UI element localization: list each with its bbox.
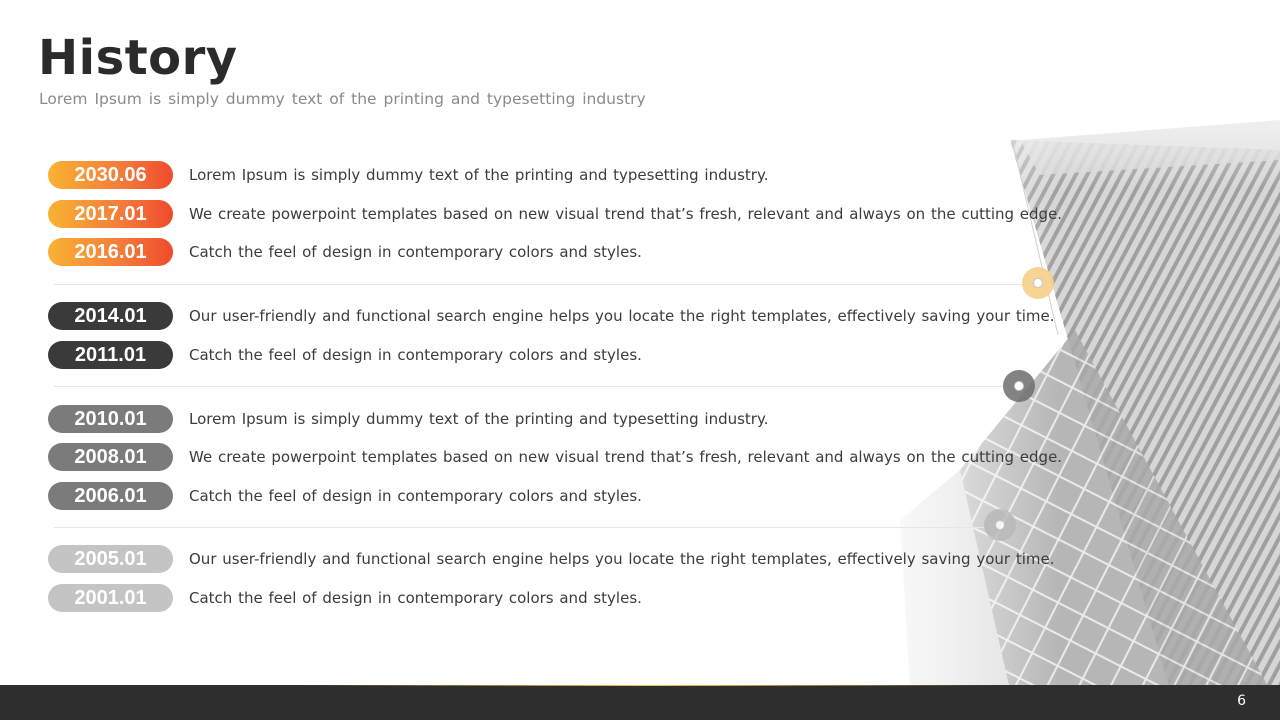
year-badge: 2017.01 [48, 200, 173, 228]
timeline-text: We create powerpoint templates based on new visual trend that’s fresh, relevant and always on the cutting edge. [189, 205, 1063, 223]
timeline-text: Lorem Ipsum is simply dummy text of the printing and typesetting industry. [189, 410, 769, 428]
year-badge: 2011.01 [48, 341, 173, 369]
year-badge: 2001.01 [48, 584, 173, 612]
timeline-text: Our user-friendly and functional search engine helps you locate the right templates, effectively saving your time. [189, 550, 1055, 568]
timeline-text: Catch the feel of design in contemporary colors and styles. [189, 589, 642, 607]
footer-bar [0, 685, 1280, 720]
group-divider [54, 386, 1004, 387]
timeline-row [48, 199, 1062, 229]
timeline-marker-light [984, 509, 1016, 541]
marker-dot [1014, 381, 1024, 391]
year-badge: 2010.01 [48, 405, 173, 433]
year-badge: 2016.01 [48, 238, 173, 266]
timeline-marker-dark [1003, 370, 1035, 402]
year-badge: 2014.01 [48, 302, 173, 330]
timeline-row [48, 237, 642, 267]
page-number: 6 [1237, 693, 1246, 709]
year-badge: 2030.06 [48, 161, 173, 189]
marker-dot [995, 520, 1005, 530]
timeline-text: Catch the feel of design in contemporary colors and styles. [189, 243, 642, 261]
marker-dot [1033, 278, 1043, 288]
timeline-text: Lorem Ipsum is simply dummy text of the printing and typesetting industry. [189, 166, 769, 184]
group-divider [54, 284, 1024, 285]
footer-accent-line [300, 685, 1000, 686]
timeline-row [48, 301, 1054, 331]
year-badge: 2005.01 [48, 545, 173, 573]
timeline-text: We create powerpoint templates based on new visual trend that’s fresh, relevant and always on the cutting edge. [189, 448, 1063, 466]
slide-title: History [38, 30, 238, 86]
timeline-text: Catch the feel of design in contemporary colors and styles. [189, 487, 642, 505]
timeline-text: Our user-friendly and functional search engine helps you locate the right templates, effectively saving your time. [189, 307, 1055, 325]
timeline-row [48, 583, 642, 613]
year-badge: 2006.01 [48, 482, 173, 510]
timeline-row [48, 442, 1062, 472]
timeline-row [48, 481, 642, 511]
slide-subtitle: Lorem Ipsum is simply dummy text of the printing and typesetting industry [39, 90, 646, 108]
year-badge: 2008.01 [48, 443, 173, 471]
timeline-row [48, 340, 642, 370]
timeline-row [48, 544, 1054, 574]
group-divider [54, 527, 984, 528]
timeline-row [48, 404, 768, 434]
timeline-marker-orange [1022, 267, 1054, 299]
timeline-text: Catch the feel of design in contemporary colors and styles. [189, 346, 642, 364]
timeline-row [48, 160, 768, 190]
